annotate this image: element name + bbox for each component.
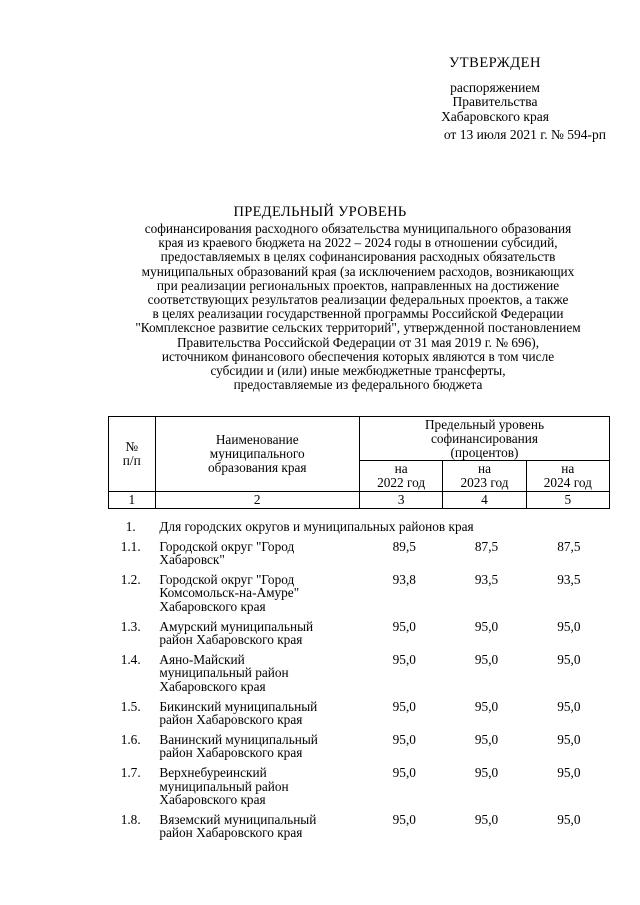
section-row (108, 520, 610, 540)
approval-line: Правительства (452, 94, 538, 109)
table-body (108, 520, 610, 846)
header-level (359, 417, 609, 461)
header-num-line: № (125, 439, 139, 454)
header-year-2022 (359, 461, 442, 492)
value-2023: 95,0 (474, 811, 499, 827)
table-row (108, 766, 610, 813)
header-name-line: муниципального (209, 446, 305, 461)
row-name (153, 700, 363, 733)
subtitle-line: источником финансового обеспечения которых являются в том числе (161, 348, 555, 364)
value-2022: 93,8 (392, 571, 416, 587)
header-level-line: Предельный уровень (424, 416, 545, 432)
row-number: 1. (125, 519, 136, 534)
row-name (153, 653, 363, 700)
row-number: 1.4. (120, 651, 141, 667)
row-name (153, 620, 363, 653)
row-name-line: Ванинский муниципальный (159, 731, 318, 747)
section-label: Для городских округов и муниципальных районов края (159, 519, 474, 534)
row-number: 1.3. (120, 618, 141, 634)
value-2024: 93,5 (557, 571, 581, 587)
header-year-line: 2023 год (460, 475, 509, 490)
table-row (108, 653, 610, 700)
row-number: 1.5. (120, 698, 141, 714)
row-name (153, 766, 363, 813)
approval-date: от 13 июля 2021 г. № 594-рп (443, 127, 606, 142)
row-name-line: Хабаровского края (159, 678, 266, 694)
subtitle-line: софинансирования расходного обязательства муниципального образования (144, 221, 572, 236)
value-2022: 95,0 (392, 811, 416, 827)
row-name-line: Хабаровского края (159, 598, 266, 614)
approval-line: Хабаровского края (441, 108, 549, 124)
subtitle-line: предоставляемые из федерального бюджета (233, 377, 483, 393)
approval-heading: УТВЕРЖДЕН (449, 55, 541, 71)
row-name (153, 733, 363, 766)
table-row (108, 733, 610, 766)
document-title: ПРЕДЕЛЬНЫЙ УРОВЕНЬ (233, 204, 407, 220)
row-name-line: район Хабаровского края (159, 632, 303, 648)
value-2024: 95,0 (557, 731, 581, 747)
header-name-line: Наименование (215, 432, 299, 447)
value-2024: 95,0 (557, 651, 581, 667)
row-name-line: Хабаровск" (159, 552, 225, 568)
value-2023: 93,5 (474, 571, 499, 587)
table-row (108, 700, 610, 733)
table-header (108, 416, 610, 509)
subtitle-line: Правительства Российской Федерации от 31 мая 2019 г. № 696), (176, 334, 540, 350)
column-index: 5 (526, 492, 609, 509)
value-2023: 95,0 (474, 698, 499, 714)
table-row (108, 813, 610, 846)
value-2022: 95,0 (392, 698, 416, 714)
header-name (155, 417, 359, 492)
approval-block (380, 56, 610, 143)
row-name-line: Городской округ "Город (159, 571, 295, 587)
value-2023: 95,0 (474, 618, 499, 634)
value-2023: 95,0 (474, 764, 499, 780)
column-index-row (109, 492, 610, 509)
approval-line: распоряжением (450, 79, 540, 95)
header-year-2024 (526, 461, 609, 492)
row-name-line: Комсомольск-на-Амуре" (159, 585, 300, 601)
column-index: 3 (359, 492, 442, 509)
row-name-line: район Хабаровского края (159, 712, 303, 728)
row-name-line: Хабаровского края (159, 792, 266, 808)
row-number: 1.2. (120, 571, 141, 587)
row-name-line: муниципальный район (159, 778, 289, 794)
header-level-line: софинансирования (430, 430, 539, 446)
value-2022: 95,0 (392, 651, 416, 667)
header-year-line: на (561, 461, 575, 476)
row-number: 1.7. (120, 764, 141, 780)
row-name-line: Бикинский муниципальный (159, 698, 318, 714)
value-2022: 95,0 (392, 731, 416, 747)
row-name (153, 813, 363, 846)
subtitle-line: соответствующих результатов реализации федеральных проектов, а также (147, 292, 569, 308)
column-index: 1 (109, 492, 156, 509)
header-num (109, 417, 156, 492)
row-name (153, 573, 363, 620)
table-row (108, 573, 610, 620)
row-number: 1.8. (120, 811, 141, 827)
subtitle-line: субсидии и (или) иные межбюджетные трансферты, (210, 363, 506, 379)
subtitle-line: предоставляемых в целях софинансирования расходных обязательств (160, 249, 556, 265)
value-2022: 89,5 (392, 538, 416, 554)
subtitle-line: муниципальных образований края (за исключением расходов, возникающих (141, 263, 575, 279)
subtitle-line: в целях реализации государственной программы Российской Федерации (152, 306, 564, 322)
row-name-line: Верхнебуреинский (159, 764, 267, 780)
value-2024: 95,0 (557, 618, 581, 634)
header-level-line: (процентов) (450, 444, 519, 460)
header-year-2023 (443, 461, 526, 492)
row-name-line: Городской округ "Город (159, 538, 295, 554)
header-year-line: на (477, 461, 491, 476)
value-2023: 95,0 (474, 651, 499, 667)
value-2022: 95,0 (392, 618, 416, 634)
row-name-line: район Хабаровского края (159, 745, 303, 761)
row-name-line: муниципальный район (159, 665, 289, 681)
header-num-line: п/п (122, 453, 141, 468)
value-2024: 95,0 (557, 764, 581, 780)
value-2024: 87,5 (557, 538, 581, 554)
header-year-line: 2022 год (377, 475, 426, 490)
row-number: 1.6. (120, 731, 141, 747)
value-2024: 95,0 (557, 811, 581, 827)
table-row (108, 540, 610, 573)
value-2023: 87,5 (474, 538, 499, 554)
table-row (108, 620, 610, 653)
column-index: 4 (443, 492, 526, 509)
header-name-line: образования края (207, 460, 307, 475)
row-number: 1.1. (120, 538, 141, 554)
document-subtitle (108, 222, 608, 392)
subtitle-line: края из краевого бюджета на 2022 – 2024 годы в отношении субсидий, (158, 235, 558, 251)
row-name-line: Вяземский муниципальный (159, 811, 317, 827)
column-index: 2 (155, 492, 359, 509)
header-year-line: 2024 год (543, 475, 592, 490)
subtitle-line: "Комплексное развитие сельских территорий", утвержденной постановлением (135, 320, 581, 336)
value-2024: 95,0 (557, 698, 581, 714)
value-2023: 95,0 (474, 731, 499, 747)
row-name-line: район Хабаровского края (159, 825, 303, 841)
header-year-line: на (394, 461, 408, 476)
row-name-line: Амурский муниципальный (159, 618, 314, 634)
row-name (153, 540, 363, 573)
row-name-line: Аяно-Майский (159, 651, 245, 667)
subtitle-line: при реализации региональных проектов, направленных на достижение (156, 277, 560, 293)
value-2022: 95,0 (392, 764, 416, 780)
